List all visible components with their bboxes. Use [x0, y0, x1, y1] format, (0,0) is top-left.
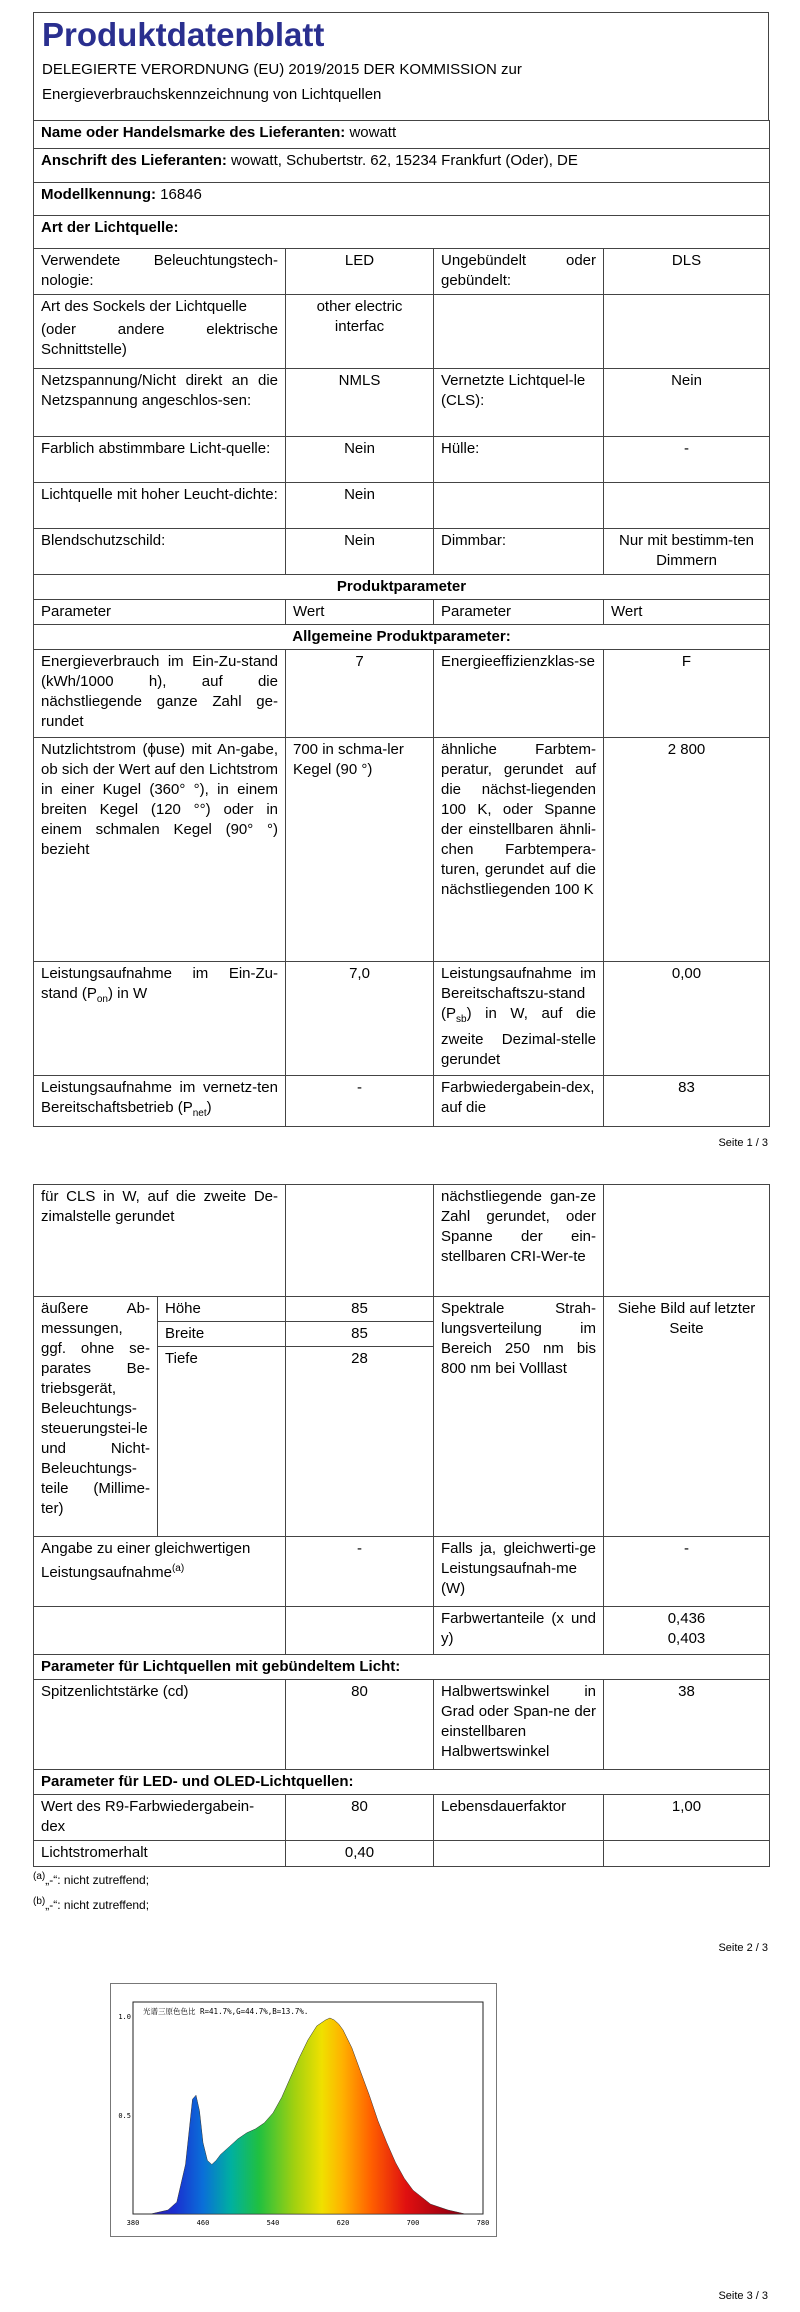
x-tick-label: 380	[126, 2219, 140, 2227]
supplier-address-row	[34, 149, 770, 183]
spd-label: Spektrale Strah-lungsverteilung im Bereich 250 nm bis 800 nm bei Volllast	[434, 1297, 604, 1537]
col-header-param: Parameter	[434, 600, 604, 625]
beam-angle-label: Halbwertswinkel in Grad oder Span-ne der einstellbaren Halbwertswinkel	[434, 1680, 604, 1770]
empty-cell	[434, 483, 604, 529]
chromaticity-x: 0,436	[667, 1610, 706, 1627]
r9-value: 80	[286, 1795, 434, 1841]
tunable-value: Nein	[286, 437, 434, 483]
x-tick-label: 620	[336, 2219, 350, 2227]
footnote-a: $^{(a)}$„-“: nicht zutreffend;	[33, 1871, 150, 1887]
cri-label-continued: nächstliegende gan-ze Zahl gerundet, oder Spanne der ein-stellbaren CRI-Wer-te	[434, 1185, 604, 1297]
dimensions-label: äußere Ab-messungen, ggf. ohne se-parates Be-triebsgerät, Beleuchtungs-steuerungstei-le und Nicht-Beleuchtungs-teile (Millime-ter)	[34, 1297, 158, 1537]
model-label: Modellkennung:	[41, 186, 156, 203]
highlum-label: Lichtquelle mit hoher Leucht-dichte:	[34, 483, 286, 529]
cct-label: ähnliche Farbtem-peratur, gerundet auf die nächst-liegenden 100 K, oder Spanne der einstellbaren ähnli-chen Farbtempera-turen, gerundet auf die nächstliegenden 100 K	[434, 738, 604, 962]
efficiency-label: Energieeffizienzklas-se	[434, 650, 604, 738]
supplier-name-value: wowatt	[349, 124, 397, 141]
page-title: Produktdatenblatt	[42, 16, 325, 53]
empty-cell	[434, 1841, 604, 1867]
spectrum-chart	[111, 1984, 496, 2236]
tech-label: Verwendete Beleuchtungstech-nologie:	[34, 249, 286, 295]
pon-value: 7,0	[286, 962, 434, 1076]
empty-cell	[434, 295, 604, 369]
model-row	[34, 183, 770, 216]
spectrum-figure	[110, 1983, 497, 2237]
supplier-address-value: wowatt, Schubertstr. 62, 15234 Frankfurt (Oder), DE	[231, 152, 578, 169]
x-tick-label: 780	[476, 2219, 490, 2227]
height-label: Höhe	[158, 1297, 286, 1322]
flux-label: Nutzlichtstrom (ϕuse) mit An-gabe, ob sich der Wert auf den Lichtstrom in einer Kugel (360° °), in einem breiten Kegel (120 °°) oder in einem schmalen Kegel (90° °) bezieht	[34, 738, 286, 962]
peak-intensity-label: Spitzenlichtstärke (cd)	[34, 1680, 286, 1770]
page-number-3: Seite 3 / 3	[718, 2290, 768, 2302]
mains-value: NMLS	[286, 369, 434, 437]
page-number-2: Seite 2 / 3	[718, 1942, 768, 1954]
antiglare-label: Blendschutzschild:	[34, 529, 286, 575]
chromaticity-y: 0,403	[667, 1630, 706, 1647]
equivalent-value: -	[286, 1537, 434, 1607]
empty-cell	[286, 1607, 434, 1655]
regulation-line-1: DELEGIERTE VERORDNUNG (EU) 2019/2015 DER KOMMISSION zur	[42, 61, 522, 78]
highlum-value: Nein	[286, 483, 434, 529]
empty-cell	[604, 1841, 770, 1867]
directional-params-heading: Parameter für Lichtquellen mit gebündeltem Licht:	[34, 1655, 770, 1680]
x-tick-label: 460	[196, 2219, 210, 2227]
empty-cell	[286, 1185, 434, 1297]
y-tick-label: 1.0	[118, 2013, 131, 2021]
dimmable-value: Nur mit bestimm-ten Dimmern	[604, 529, 770, 575]
pon-label: Leistungsaufnahme im Ein-Zu-stand $(P_{on})$ in W	[34, 962, 286, 1076]
socket-label	[34, 295, 286, 369]
cct-value: 2 800	[604, 738, 770, 962]
product-params-heading: Produktparameter	[34, 575, 770, 600]
cri-label: Farbwiedergabein-dex, auf die	[434, 1076, 604, 1127]
energy-value: 7	[286, 650, 434, 738]
col-header-value: Wert	[604, 600, 770, 625]
tunable-label: Farblich abstimmbare Licht-quelle:	[34, 437, 286, 483]
lumen-maintenance-label: Lichtstromerhalt	[34, 1841, 286, 1867]
col-header-param: Parameter	[34, 600, 286, 625]
chromaticity-label: Farbwertanteile (x und y)	[434, 1607, 604, 1655]
width-value: 85	[286, 1322, 434, 1347]
socket-label-line1: Art des Sockels der Lichtquelle	[41, 298, 247, 315]
datasheet-header	[33, 12, 769, 120]
equivalent-power-value: -	[604, 1537, 770, 1607]
equivalent-power-label: Falls ja, gleichwerti-ge Leistungsaufnah-me (W)	[434, 1537, 604, 1607]
spd-value: Siehe Bild auf letzter Seite	[604, 1297, 770, 1537]
x-tick-label: 540	[266, 2219, 280, 2227]
y-tick-label: 0.5	[118, 2112, 131, 2120]
beam-angle-value: 38	[604, 1680, 770, 1770]
envelope-label: Hülle:	[434, 437, 604, 483]
flux-value: 700 in schma-ler Kegel (90 °)	[286, 738, 434, 962]
r9-label: Wert des R9-Farbwiedergabein-dex	[34, 1795, 286, 1841]
cri-value: 83	[604, 1076, 770, 1127]
lumen-maintenance-value: 0,40	[286, 1841, 434, 1867]
empty-cell	[604, 483, 770, 529]
led-params-heading: Parameter für LED- und OLED-Lichtquellen:	[34, 1770, 770, 1795]
lifetime-factor-value: 1,00	[604, 1795, 770, 1841]
width-label: Breite	[158, 1322, 286, 1347]
height-value: 85	[286, 1297, 434, 1322]
mains-label: Netzspannung/Nicht direkt an die Netzspannung angeschlos-sen:	[34, 369, 286, 437]
cls-value: Nein	[604, 369, 770, 437]
lifetime-factor-label: Lebensdauerfaktor	[434, 1795, 604, 1841]
depth-value: 28	[286, 1347, 434, 1537]
equivalent-label: Angabe zu einer gleichwertigen Leistungsaufnahme$^{(a)}$	[34, 1537, 286, 1607]
lightsource-type-heading: Art der Lichtquelle:	[34, 216, 770, 249]
pnet-value: -	[286, 1076, 434, 1127]
pnet-label-continued: für CLS in W, auf die zweite De-zimalstelle gerundet	[34, 1185, 286, 1297]
supplier-address-label: Anschrift des Lieferanten:	[41, 152, 227, 169]
general-params-heading: Allgemeine Produktparameter:	[34, 625, 770, 650]
supplier-name-label: Name oder Handelsmarke des Lieferanten:	[41, 124, 346, 141]
dimmable-label: Dimmbar:	[434, 529, 604, 575]
model-value: 16846	[160, 186, 202, 203]
socket-value: other electric interfac	[286, 295, 434, 369]
empty-cell	[34, 1607, 286, 1655]
col-header-value: Wert	[286, 600, 434, 625]
depth-label: Tiefe	[158, 1347, 286, 1537]
efficiency-value: F	[604, 650, 770, 738]
tech-value: LED	[286, 249, 434, 295]
energy-label: Energieverbrauch im Ein-Zu-stand (kWh/1000 h), auf die nächstliegende ganze Zahl ge-rundet	[34, 650, 286, 738]
antiglare-value: Nein	[286, 529, 434, 575]
pnet-label: Leistungsaufnahme im vernetz-ten Bereitschaftsbetrieb $(P_{net})$	[34, 1076, 286, 1127]
chart-title: 光谱三原色色比 R=41.7%,G=44.7%,B=13.7%.	[143, 2007, 309, 2016]
datasheet-table-page1	[33, 120, 770, 1127]
chromaticity-value	[604, 1607, 770, 1655]
psb-label: Leistungsaufnahme im Bereitschaftszu-stand $(P_{sb})$ in W, auf die zweite Dezimal-stelle gerundet	[434, 962, 604, 1076]
envelope-value: -	[604, 437, 770, 483]
page-number-1: Seite 1 / 3	[718, 1137, 768, 1149]
psb-value: 0,00	[604, 962, 770, 1076]
socket-label-line2: (oder andere elektrische Schnittstelle)	[41, 321, 278, 358]
bundled-value: DLS	[604, 249, 770, 295]
datasheet-table-page2	[33, 1184, 770, 1867]
cls-label: Vernetzte Lichtquel-le (CLS):	[434, 369, 604, 437]
empty-cell	[604, 1185, 770, 1297]
regulation-line-2: Energieverbrauchskennzeichnung von Lichtquellen	[42, 86, 382, 103]
footnote-b: $^{(b)}$„-“: nicht zutreffend;	[33, 1896, 150, 1912]
supplier-name-row	[34, 121, 770, 149]
empty-cell	[604, 295, 770, 369]
bundled-label: Ungebündelt oder gebündelt:	[434, 249, 604, 295]
x-tick-label: 700	[406, 2219, 420, 2227]
peak-intensity-value: 80	[286, 1680, 434, 1770]
